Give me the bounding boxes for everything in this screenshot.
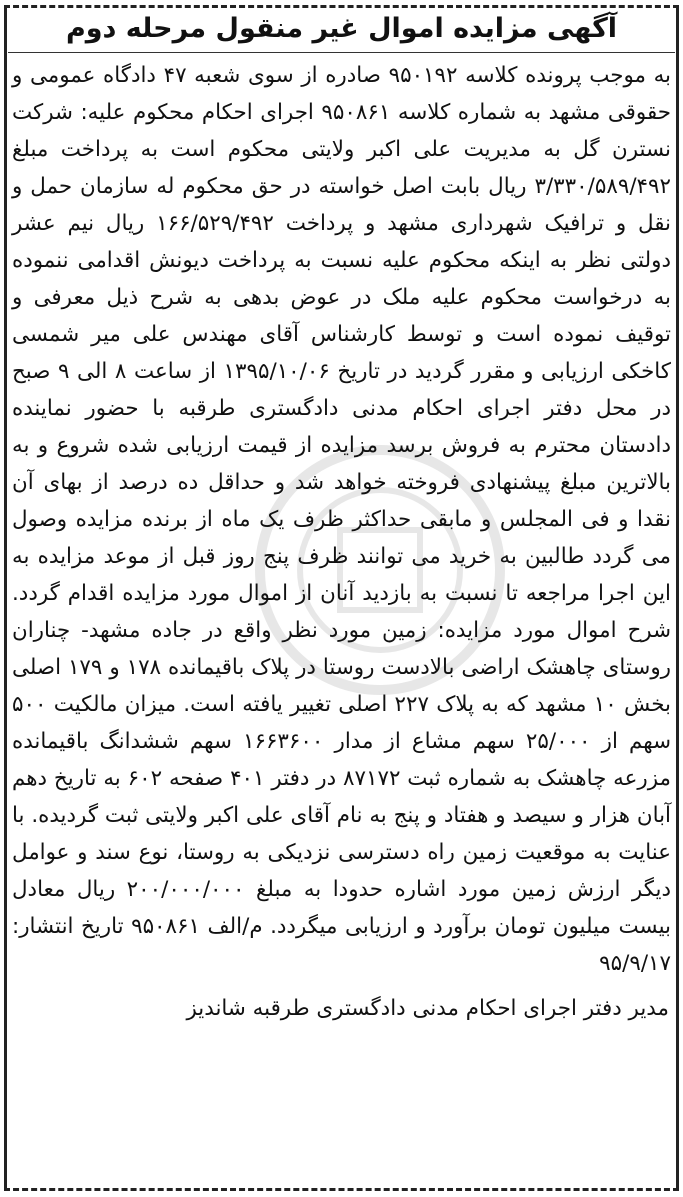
top-dashed-border bbox=[4, 5, 679, 8]
auction-notice bbox=[8, 10, 675, 1027]
notice-body: به موجب پرونده کلاسه ۹۵۰۱۹۲ صادره از سوی شعبه ۴۷ دادگاه عمومی و حقوقی مشهد به شماره کلاسه ۹۵۰۸۶۱ اجرای احکام محکوم علیه: شرکت نسترن گل به مدیریت علی اکبر ولایتی محکوم است به پرداخت مبلغ ۳/۳۳۰/۵۸۹/۴۹۲ ریال بابت اصل خواسته در حق محکوم له سازمان حمل و نقل و ترافیک شهرداری مشهد و پرداخت ۱۶۶/۵۲۹/۴۹۲ ریال نیم عشر دولتی نظر به اینکه محکوم علیه نسبت به پرداخت دیونش اقدامی ننموده به درخواست محکوم علیه ملک در عوض بدهی به شرح ذیل معرفی و توقیف نموده است و توسط کارشناس آقای مهندس علی میر شمسی کاخکی ارزیابی و مقرر گردید در تاریخ ۱۳۹۵/۱۰/۰۶ از ساعت ۸ الی ۹ صبح در محل دفتر اجرای احکام مدنی دادگستری طرقبه با حضور نماینده دادستان محترم به فروش برسد مزایده از قیمت ارزیابی شده شروع و به بالاترین مبلغ پیشنهادی فروخته خواهد شد و حداقل ده درصد از بهای آن نقدا و فی المجلس و مابقی حداکثر ظرف یک ماه از برنده مزایده وصول می گردد طالبین به خرید می توانند ظرف پنج روز قبل از موعد مزایده به این اجرا مراجعه تا نسبت به بازدید آنان از اموال مورد مزایده اقدام گردد. شرح اموال مورد مزایده: زمین مورد نظر واقع در جاده مشهد- چناران روستای چاهشک اراضی بالادست روستا در پلاک باقیمانده ۱۷۸ و ۱۷۹ اصلی بخش ۱۰ مشهد که به پلاک ۲۲۷ اصلی تغییر یافته است. میزان مالکیت ۵۰۰ سهم از ۲۵/۰۰۰ سهم مشاع از مدار ۱۶۶۳۶۰۰ سهم ششدانگ باقیمانده مزرعه چاهشک به شماره ثبت ۸۷۱۷۲ در دفتر ۴۰۱ صفحه ۶۰۲ به تاریخ دهم آبان هزار و سیصد و هفتاد و پنج به نام آقای علی اکبر ولایتی ثبت گردیده. با عنایت به موقعیت زمین راه دسترسی نزدیکی به روستا، نوع سند و عوامل دیگر ارزش زمین مورد اشاره حدودا به مبلغ ۲۰۰/۰۰۰/۰۰۰ ریال معادل بیست میلیون تومان برآورد و ارزیابی میگردد. م/الف ۹۵۰۸۶۱ تاریخ انتشار: ۹۵/۹/۱۷ bbox=[12, 63, 671, 976]
bottom-dashed-border bbox=[4, 1188, 679, 1191]
notice-title: آگهی مزایده اموال غیر منقول مرحله دوم bbox=[8, 10, 675, 53]
notice-signature: مدیر دفتر اجرای احکام مدنی دادگستری طرقبه شاندیز bbox=[186, 996, 669, 1021]
right-frame-border bbox=[676, 5, 679, 1191]
left-frame-border bbox=[4, 5, 7, 1191]
